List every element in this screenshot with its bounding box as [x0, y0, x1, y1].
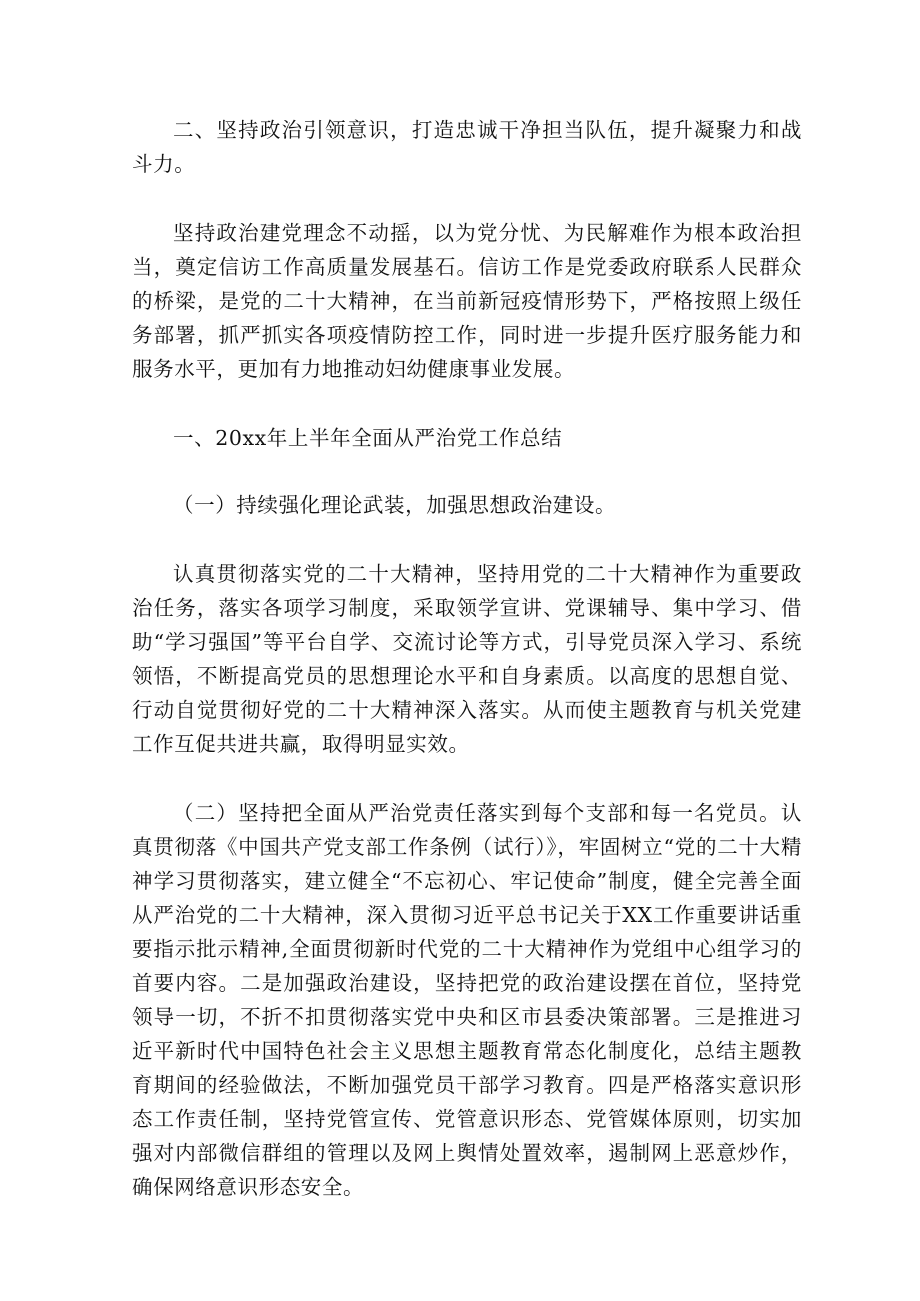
body-paragraph-1: 坚持政治建党理念不动摇，以为党分忧、为民解难作为根本政治担当，奠定信访工作高质量发展基石。信访工作是党委政府联系人民群众的桥梁，是党的二十大精神，在当前新冠疫情形势下，严格按照上级任务部署，抓严抓实各项疫情防控工作，同时进一步提升医疗服务能力和服务水平，更加有力地推动妇幼健康事业发展。 [132, 221, 802, 381]
section-heading-1: 一、20xx年上半年全面从严治党工作总结 [173, 426, 563, 450]
section-heading-2: 二、坚持政治引领意识，打造忠诚干净担当队伍，提升凝聚力和战斗力。 [132, 118, 802, 176]
body-paragraph-3: （二）坚持把全面从严治党责任落实到每个支部和每一名党员。认真贯彻落《中国共产党支部工作条例（试行）》，牢固树立“党的二十大精神学习贯彻落实，建立健全“不忘初心、牢记使命”制度，健全完善全面从严治党的二十大精神，深入贯彻习近平总书记关于XX工作重要讲话重要指示批示精神,全面贯彻新时代党的二十大精神作为党组中心组学习的首要内容。二是加强政治建设，坚持把党的政治建设摆在首位，坚持党领导一切，不折不扣贯彻落实党中央和区市县委决策部署。三是推进习近平新时代中国特色社会主义思想主题教育常态化制度化，总结主题教育期间的经验做法，不断加强党员干部学习教育。四是严格落实意识形态工作责任制，坚持党管宣传、党管意识形态、党管媒体原则，切实加强对内部微信群组的管理以及网上舆情处置效率，遏制网上恶意炒作，确保网络意识形态安全。 [132, 801, 802, 1199]
body-paragraph-2: 认真贯彻落实党的二十大精神，坚持用党的二十大精神作为重要政治任务，落实各项学习制度，采取领学宣讲、党课辅导、集中学习、借助“学习强国”等平台自学、交流讨论等方式，引导党员深入学习、系统领悟，不断提高党员的思想理论水平和自身素质。以高度的思想自觉、行动自觉贯彻好党的二十大精神深入落实。从而使主题教育与机关党建工作互促共进共赢，取得明显实效。 [132, 562, 802, 756]
subsection-heading-1: （一）持续强化理论武装，加强思想政治建设。 [173, 493, 617, 517]
